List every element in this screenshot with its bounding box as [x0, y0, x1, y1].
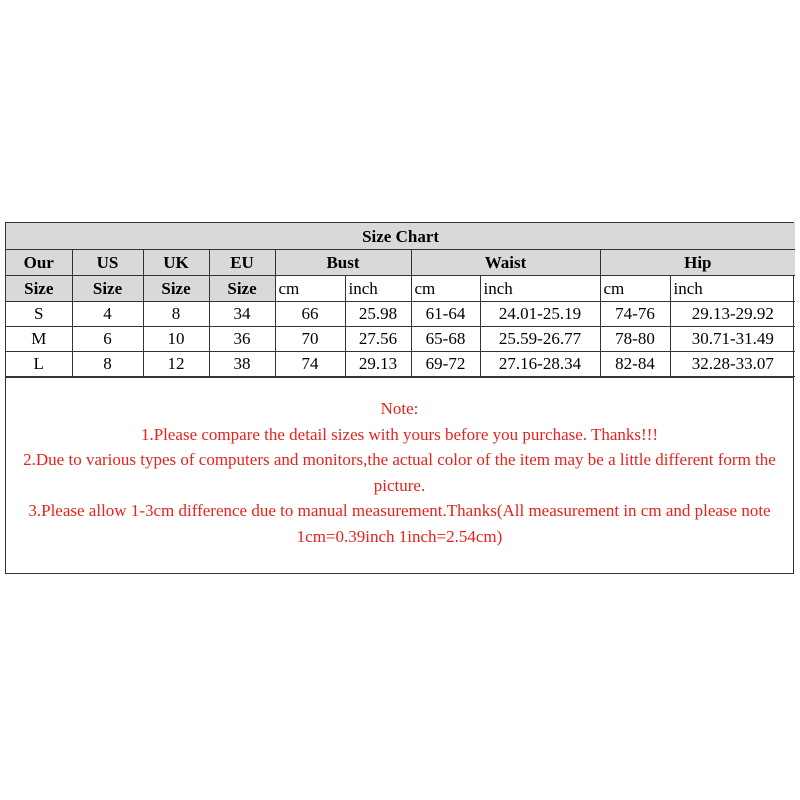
header-waist-cm: cm [411, 276, 480, 302]
note-line-1: 1.Please compare the detail sizes with yours before you purchase. Thanks!!! [140, 424, 659, 444]
note-box [6, 377, 793, 573]
cell-waist-inch: 24.01-25.19 [480, 302, 600, 327]
cell-eu-size: 34 [209, 302, 275, 327]
cell-us-size: 8 [72, 352, 143, 377]
cell-bust-inch: 29.13 [345, 352, 411, 377]
cell-uk-size: 10 [143, 327, 209, 352]
header-us-size-2: Size [72, 276, 143, 302]
header-uk-size-2: Size [143, 276, 209, 302]
header-bust: Bust [275, 250, 411, 276]
cell-waist-inch: 25.59-26.77 [480, 327, 600, 352]
header-our-size-1: Our [6, 250, 72, 276]
size-chart [5, 222, 794, 574]
header-hip: Hip [600, 250, 795, 276]
table-row [6, 327, 795, 352]
cell-our-size: S [6, 302, 72, 327]
cell-uk-size: 8 [143, 302, 209, 327]
header-waist-inch: inch [480, 276, 600, 302]
cell-uk-size: 12 [143, 352, 209, 377]
table-row [6, 302, 795, 327]
header-uk-size-1: UK [143, 250, 209, 276]
cell-us-size: 4 [72, 302, 143, 327]
cell-waist-cm: 65-68 [411, 327, 480, 352]
cell-hip-inch: 29.13-29.92 [670, 302, 795, 327]
note-heading: Note: [380, 399, 419, 418]
note-line-2: 2.Due to various types of computers and monitors,the actual color of the item may be a little different form the picture. [23, 450, 776, 495]
cell-our-size: M [6, 327, 72, 352]
cell-bust-inch: 25.98 [345, 302, 411, 327]
cell-waist-cm: 69-72 [411, 352, 480, 377]
cell-our-size: L [6, 352, 72, 377]
cell-bust-cm: 74 [275, 352, 345, 377]
header-our-size-2: Size [6, 276, 72, 302]
cell-waist-cm: 61-64 [411, 302, 480, 327]
note-line-3: 3.Please allow 1-3cm difference due to manual measurement.Thanks(All measurement in cm and please note 1cm=0.39inch 1inch=2.54cm) [28, 501, 771, 546]
cell-eu-size: 36 [209, 327, 275, 352]
header-waist: Waist [411, 250, 600, 276]
cell-bust-inch: 27.56 [345, 327, 411, 352]
header-us-size-1: US [72, 250, 143, 276]
header-bust-inch: inch [345, 276, 411, 302]
cell-hip-cm: 78-80 [600, 327, 670, 352]
cell-us-size: 6 [72, 327, 143, 352]
header-eu-size-2: Size [209, 276, 275, 302]
cell-bust-cm: 70 [275, 327, 345, 352]
header-hip-cm: cm [600, 276, 670, 302]
cell-hip-inch: 30.71-31.49 [670, 327, 795, 352]
cell-hip-cm: 82-84 [600, 352, 670, 377]
header-bust-cm: cm [275, 276, 345, 302]
cell-bust-cm: 66 [275, 302, 345, 327]
table-row [6, 352, 795, 377]
header-eu-size-1: EU [209, 250, 275, 276]
header-hip-inch: inch [670, 276, 795, 302]
size-chart-title: Size Chart [6, 223, 795, 250]
cell-hip-inch: 32.28-33.07 [670, 352, 795, 377]
size-chart-table [6, 223, 795, 377]
cell-eu-size: 38 [209, 352, 275, 377]
cell-waist-inch: 27.16-28.34 [480, 352, 600, 377]
cell-hip-cm: 74-76 [600, 302, 670, 327]
